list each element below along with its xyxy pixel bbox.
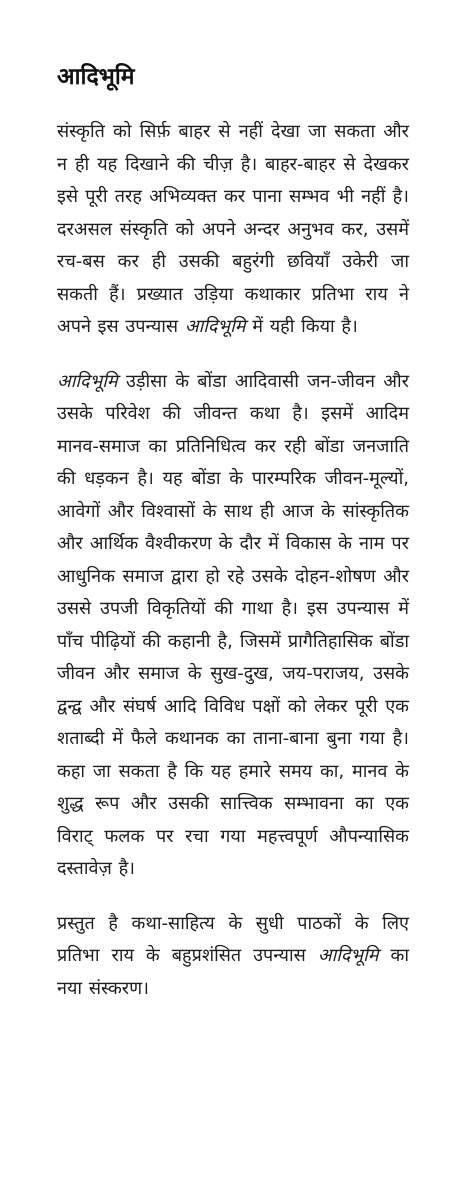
blurb-page [57, 60, 409, 1027]
paragraph-1-text-b: में यही किया है। [245, 316, 358, 337]
paragraph-1 [57, 116, 409, 344]
paragraph-2 [57, 366, 409, 886]
book-title-italic: आदिभूमि [317, 945, 379, 966]
paragraph-2-text: उड़ीसा के बोंडा आदिवासी जन-जीवन और उसके परिवेश की जीवन्त कथा है। इसमें आदिम मानव-समाज का प्रतिनिधित्व कर रही बोंडा जनजाति की धड़कन है। यह बोंडा के पारम्परिक जीवन-मूल्यों, आवेगों और विश्वासों के साथ ही आज के सांस्कृतिक और आर्थिक वैश्वीकरण के दौर में विकास के नाम पर आधुनिक समाज द्वारा हो रहे उसके दोहन-शोषण और उससे उपजी विकृतियों की गाथा है। इस उपन्यास में पाँच पीढ़ियों की कहानी है, जिसमें प्रागैतिहासिक बोंडा जीवन और समाज के सुख-दुख, जय-पराजय, उसके द्वन्द्व और संघर्ष आदि विविध पक्षों को लेकर पूरी एक शताब्दी में फैले कथानक का ताना-बाना बुना गया है। कहा जा सकता है कि यह हमारे समय का, मानव के शुद्ध रूप और उसकी सात्त्विक सम्भावना का एक विराट् फलक पर रचा गया महत्त्वपूर्ण औपन्यासिक दस्तावेज़ है। [57, 370, 409, 879]
book-title-italic: आदिभूमि [184, 316, 246, 337]
book-title-italic: आदिभूमि [57, 370, 118, 392]
paragraph-3-text-a: प्रस्तुत है कथा-साहित्य के सुधी पाठकों के लिए प्रतिभा राय के बहुप्रशंसित उपन्यास [57, 912, 409, 966]
paragraph-1-text-a: संस्कृति को सिर्फ़ बाहर से नहीं देखा जा सकता और न ही यह दिखाने की चीज़ है। बाहर-बाहर से देखकर इसे पूरी तरह अभिव्यक्त कर पाना सम्भव भी नहीं है। दरअसल संस्कृति को अपने अन्दर अनुभव कर, उसमें रच-बस कर ही उसकी बहुरंगी छवियाँ उकेरी जा सकती हैं। प्रख्यात उड़िया कथाकार प्रतिभा राय ने अपने इस उपन्यास [57, 121, 409, 337]
paragraph-3-text-b: का नया संस्करण। [57, 945, 409, 999]
paragraph-3 [57, 908, 409, 1006]
page-title: आदिभूमि [57, 64, 135, 90]
